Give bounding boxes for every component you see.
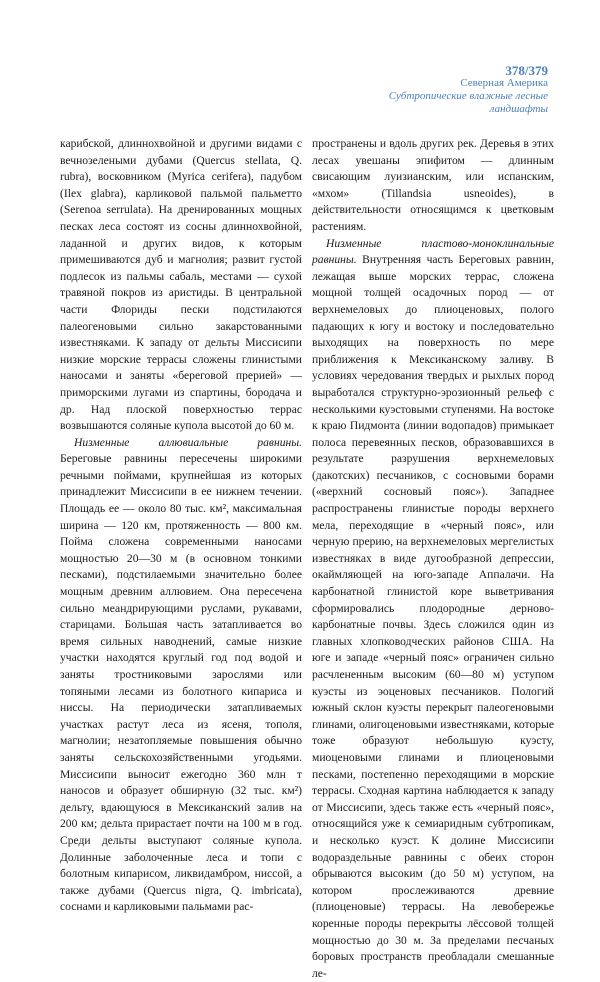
page-header (318, 64, 548, 116)
right-column (312, 136, 554, 982)
paragraph: пространены и вдоль других рек. Деревья в этих лесах увешаны эпифитом — длинным свисающим луизианским, или испанским, «мхом» (Tillandsia usneoides), в действительности относящимся к цветковым растениям. (312, 137, 554, 233)
left-column (60, 136, 302, 916)
paragraph: карибской, длиннохвойной и другими видами с вечнозелеными дубами (Quercus stellata, Q. rubra), восковником (Myrica cerifera), падубом (Ilex glabra), карликовой пальмой пальметто (Serenoa serrulata). На дренированных мощных песках леса состоят из сосны длиннохвойной, ладанной и других видов, к которым примешиваются дуб и магнолия; развит густой подлесок из пальмы сабаль, местами — сухой травяной покров из аристиды. В центральной части Флориды пески подстилаются палеогеновыми сильно закарстованными известняками. К западу от дельты Миссисипи низкие морские террасы сложены глинистыми наносами и заняты «береговой прерией» — приморскими лугами из спартины, бородача и др. Над плоской поверхностью террас возвышаются соляные купола высотой до 60 м. (60, 137, 302, 433)
section-zone-line-1: Субтропические влажные лесные (388, 90, 548, 102)
section-zone-line-2: ландшафты (489, 103, 548, 115)
section-region: Северная Америка (460, 77, 548, 89)
page-numbers: 378/379 (505, 63, 548, 78)
paragraph (60, 435, 302, 916)
paragraph-text: Береговые равнины пересечены широкими речными поймами, крупнейшая из которых принадлежит Миссисипи в ее нижнем течении. Площадь ее — около 80 тыс. км², максимальная ширина — 120 км, протяженность — 800 км. Пойма сложена современными наносами мощностью 20—30 м (в основном тонкими песками), подстилаемыми значительно более мощным древним аллювием. Она пересечена сильно меандрирующими руслами, рукавами, старицами. Большая часть затапливается во время сильных наводнений, самые низкие участки находятся круглый год под водой и заняты тростниковыми зарослями или топяными лесами из болотного кипариса и ниссы. На периодически затапливаемых участках растут леса из ясеня, тополя, магнолии; незатопляемые повышения обычно заняты сельскохозяйственными угодьями. Миссисипи выносит ежегодно 360 млн т наносов и образует обширную (32 тыс. км²) дельту, вдающуюся в Мексиканский залив на 200 км; дельта прирастает почти на 100 м в год. Среди дельты выступают соляные купола. Долинные заболоченные леса и топи с болотным кипарисом, ликвидамбром, ниссой, а также дубами (Quercus nigra, Q. imbricata), соснами и карликовыми пальмами рас- (60, 452, 302, 914)
subsection-heading: Низменные аллювиальные равнины. (74, 435, 302, 449)
subsection-heading: Низменные пластово-моноклинальные равнины. (312, 236, 554, 267)
paragraph (312, 236, 554, 982)
paragraph-text: Внутренняя часть Береговых равнин, лежащая выше морских террас, сложена мощной толщей осадочных пород — от верхнемеловых до плиоценовых, полого падающих к югу и востоку и последовательно выходящих на поверхность по мере приближения к Мексиканскому заливу. В условиях чередования твердых и рыхлых пород выработался структурно-эрозионный рельеф с несколькими куэстовыми ступенями. На востоке к краю Пидмонта (линии водопадов) примыкает полоса перевеянных песков, образовавшихся в результате разрушения верхнемеловых (дакотских) песчаников, с сосновыми борами («верхний сосновый пояс»). Западнее распространены глинистые породы верхнего мела, переходящие в «черный пояс», или черную прерию, на верхнемеловых мергелистых известняках в виде дугообразной депрессии, окаймляющей на юго-западе Аппалачи. На карбонатной глинистой коре выветривания сформировались плодородные дерново-карбонатные почвы. Здесь сложился один из главных хлопководческих районов США. На юге и западе «черный пояс» ограничен сильно расчлененным высоким (60—80 м) уступом куэсты из эоценовых песчаников. Пологий южный склон куэсты перекрыт палеогеновыми глинами, олигоценовыми известняками, которые тоже образуют небольшую куэсту, миоценовыми глинами и плиоценовыми песками, постепенно переходящими в морские террасы. Сходная картина наблюдается к западу от Миссисипи, здесь также есть «черный пояс», относящийся уже к семиаридным субтропикам, и несколько куэст. К долине Миссисипи водораздельные равнины с обеих сторон обрываются высоким (до 50 м) уступом, на котором прослеживаются древние (плиоценовые) террасы. На левобережье коренные породы перекрыты лёссовой толщей мощностью до 30 м. За пределами песчаных боровых пространств преобладали смешанные ле- (312, 253, 554, 980)
